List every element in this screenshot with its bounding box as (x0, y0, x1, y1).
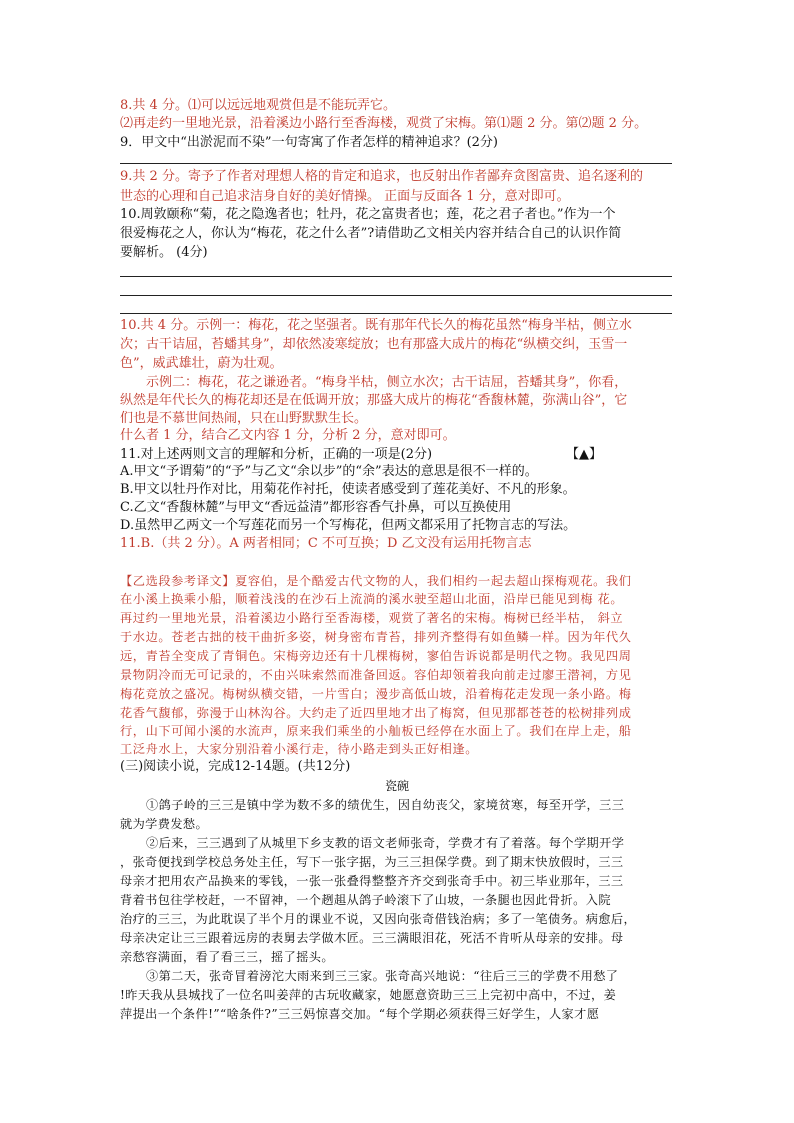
translation-line: 于水边。苍老古拙的枝干曲折多姿，树身密布青苔，排列齐整得有如鱼鳞一样。因为年代久 (120, 630, 632, 644)
story-line: ①鸽子岭的三三是镇中学为数不多的绩优生，因自幼丧父，家境贫寒，每至开学，三三 (146, 798, 625, 812)
answer-rule (120, 276, 672, 277)
story-line: 亲愁容满面，看了看三三，摇了摇头。 (120, 950, 334, 964)
translation-line: 远，青苔全变成了青铜色。宋梅旁边还有十几棵梅树，寥伯告诉说都是明代之物。我见四周 (120, 649, 632, 663)
story-line: 背着书包往学校赶，一不留神，一个趔趄从鸽子岭滚下了山坡，一条腿也因此骨折。入院 (120, 893, 611, 907)
q11-answer: 11.B.（共 2 分）。A 两者相同；C 不可互换；D 乙文没有运用托物言志 (120, 536, 532, 551)
q8-answer-line-2: ⑵再走约一里地光景，沿着溪边小路行至香海楼，观赏了宋梅。第⑴题 2 分。第⑵题 2 分。 (120, 116, 648, 131)
translation-line: 工泛舟水上，大家分别沿着小溪行走，待小路走到头正好相逢。 (120, 742, 479, 756)
answer-rule (120, 295, 672, 296)
translation-line: 在小溪上换乘小船，顺着浅浅的在沙石上流淌的溪水驶至超山北面，沿岸已能见到梅 花。 (120, 592, 624, 606)
q10-answer-line: 色”，威武雄壮，蔚为壮观。 (120, 356, 283, 371)
answer-rule (120, 313, 672, 314)
translation-line: 行，山下可闻小溪的水流声，原来我们乘坐的小舢板已经停在水面上了。我们在岸上走，船 (120, 724, 632, 738)
q10-question-line-1: 10.周敦颐称“菊，花之隐逸者也；牡丹，花之富贵者也；莲，花之君子者也。”作为一个 (120, 207, 616, 222)
story-title: 瓷碗 (384, 779, 409, 793)
answer-placeholder: 【▲】 (566, 447, 602, 462)
story-line: 就为学费发愁。 (120, 817, 209, 831)
story-line: 萍提出一个条件!”“啥条件?”三三妈惊喜交加。“每个学期必须获得三好学生，人家才愿 (120, 1007, 600, 1021)
q10-question-line-2: 很爱梅花之人，你认为“梅花，花之什么者”?请借助乙文相关内容并结合自己的认识作简 (120, 226, 622, 241)
translation-line: 梅花竞放之盛况。梅树纵横交错，一片雪白；漫步高低山坡，沿着梅花走发现一条小路。梅 (120, 687, 632, 701)
story-line: ③第二天，张奇冒着滂沱大雨来到三三家。张奇高兴地说：“往后三三的学费不用愁了 (146, 969, 619, 983)
translation-line: 再过约一里地光景，沿着溪边小路行至香海楼，观赏了著名的宋梅。梅树已经半枯， 斜立 (120, 611, 624, 625)
q8-answer-line-1: 8.共 4 分。⑴可以远远地观赏但是不能玩弄它。 (120, 98, 396, 113)
q10-answer-line: 10.共 4 分。示例一：梅花，花之坚强者。既有那年代长久的梅花虽然“梅身半枯，侧立水 (120, 318, 632, 333)
q9-question: 9．甲文中“出淤泥而不染”一句寄寓了作者怎样的精神追求？(2分) (120, 135, 498, 150)
story-line: !昨天我从县城找了一位名叫姜萍的古玩收藏家，她愿意资助三三上完初中高中，不过，姜 (120, 988, 617, 1002)
q11-option-c: C.乙文“香馥林麓”与甲文“香远益清”都形容香气扑鼻，可以互换使用 (120, 500, 512, 515)
section-heading: (三)阅读小说，完成12-14题。(共12分) (120, 759, 351, 774)
story-line: 母亲决定让三三跟着远房的表舅去学做木匠。三三满眼泪花，死活不肯听从母亲的安排。母 (120, 931, 624, 945)
translation-line: 景物阴冷而无可记录的，不由兴味索然而准备回返。容伯却领着我向前走过廖王潜祠，方见 (120, 668, 632, 682)
q10-answer-line: 们也是不慕世间热闹，只在山野默默生长。 (120, 411, 368, 426)
q11-option-d: D.虽然甲乙两文一个写莲花而另一个写梅花，但两文都采用了托物言志的写法。 (120, 518, 577, 533)
q10-answer-line: 什么者 1 分，结合乙文内容 1 分，分析 2 分，意对即可。 (120, 428, 456, 443)
q10-answer-line: 次；古干诘屈，苔蟠其身”，却依然凌寒绽放；也有那盛大成片的梅花“纵横交纠，玉雪一 (120, 337, 628, 352)
story-line: ②后来，三三遇到了从城里下乡支教的语文老师张奇，学费才有了着落。每个学期开学 (146, 836, 625, 850)
q9-answer-line-1: 9.共 2 分。寄予了作者对理想人格的肯定和追求，也反射出作者鄙弃贪图富贵、追名逐利的 (120, 169, 643, 184)
q11-option-b: B.甲文以牡丹作对比，用菊花作衬托，使读者感受到了莲花美好、不凡的形象。 (120, 482, 576, 497)
q11-option-a: A.甲文“予谓菊”的“予”与乙文“余以步”的“余”表达的意思是很不一样的。 (120, 464, 538, 479)
answer-rule (120, 163, 672, 164)
translation-line: 【乙选段参考译文】夏容伯，是个酷爱古代文物的人，我们相约一起去超山探梅观花。我们 (120, 574, 632, 588)
translation-line: 花香气馥郁，弥漫于山林沟谷。大约走了近四里地才出了梅窝，但见那都苍苍的松树排列成 (120, 706, 632, 720)
story-line: 母亲才把用农产品换来的零钱，一张一张叠得整整齐齐交到张奇手中。初三毕业那年，三三 (120, 874, 624, 888)
q11-question: 11.对上述两则文言的理解和分析，正确的一项是(2分) (120, 447, 433, 462)
q10-answer-line: 示例二：梅花，花之谦逊者。“梅身半枯，侧立水次；古干诘屈，苔蟠其身”，你看， (146, 375, 628, 390)
q10-question-line-3: 要解析。 (4分) (120, 245, 208, 260)
story-line: 治疗的三三，为此耽误了半个月的课业不说，又因向张奇借钱治病；多了一笔债务。病愈后， (120, 912, 637, 926)
q10-answer-line: 纵然是年代长久的梅花却还是在低调开放；那盛大成片的梅花“香馥林麓，弥满山谷”，它 (120, 393, 628, 408)
story-line: ，张奇便找到学校总务处主任，写下一张字据，为三三担保学费。到了期末快放假时，三三 (120, 855, 624, 869)
q9-answer-line-2: 世态的心理和自己追求洁身自好的美好情操。 正面与反面各 1 分，意对即可。 (120, 189, 570, 204)
